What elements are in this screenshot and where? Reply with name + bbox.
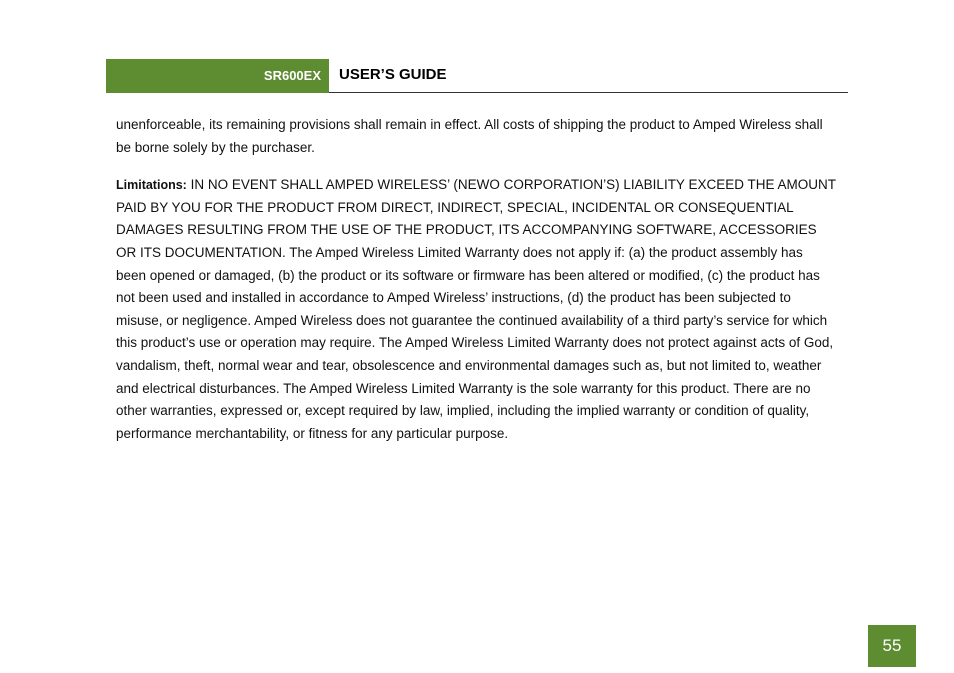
- paragraph-shipping: unenforceable, its remaining provisions shall remain in effect. All costs of shipping the product to Amped Wireless shall be borne solely by the purchaser.: [116, 117, 823, 155]
- limitations-label: Limitations:: [116, 178, 187, 193]
- model-label: SR600EX: [106, 59, 329, 93]
- page-header: [106, 59, 848, 93]
- paragraph-limitations: [116, 174, 836, 445]
- page-number-badge: 55: [868, 625, 916, 667]
- limitations-text: IN NO EVENT SHALL AMPED WIRELESS’ (NEWO CORPORATION’S) LIABILITY EXCEED THE AMOUNT PAID BY YOU FOR THE PRODUCT FROM DIRECT, INDIRECT, SPECIAL, INCIDENTAL OR CONSEQUENTIAL DAMAGES RESULTING FROM THE USE OF THE PRODUCT, ITS ACCOMPANYING SOFTWARE, ACCESSORIES OR ITS DOCUMENTATION. The Amped Wireless Limited Warranty does not apply if: (a) the product assembly has been opened or damaged, (b) the product or its software or firmware has been altered or modified, (c) the product has not been used and installed in accordance to Amped Wireless’ instructions, (d) the product has been subjected to misuse, or negligence. Amped Wireless does not guarantee the continued availability of a third party’s service for which this product’s use or operation may require. The Amped Wireless Limited Warranty does not protect against acts of God, vandalism, theft, normal wear and tear, obsolescence and environmental damages such as, but not limited to, weather and electrical disturbances. The Amped Wireless Limited Warranty is the sole warranty for this product. There are no other warranties, expressed or, except required by law, implied, including the implied warranty or condition of quality, performance merchantability, or fitness for any particular purpose.: [116, 177, 836, 441]
- document-body: [116, 114, 836, 445]
- guide-title: USER’S GUIDE: [339, 66, 447, 83]
